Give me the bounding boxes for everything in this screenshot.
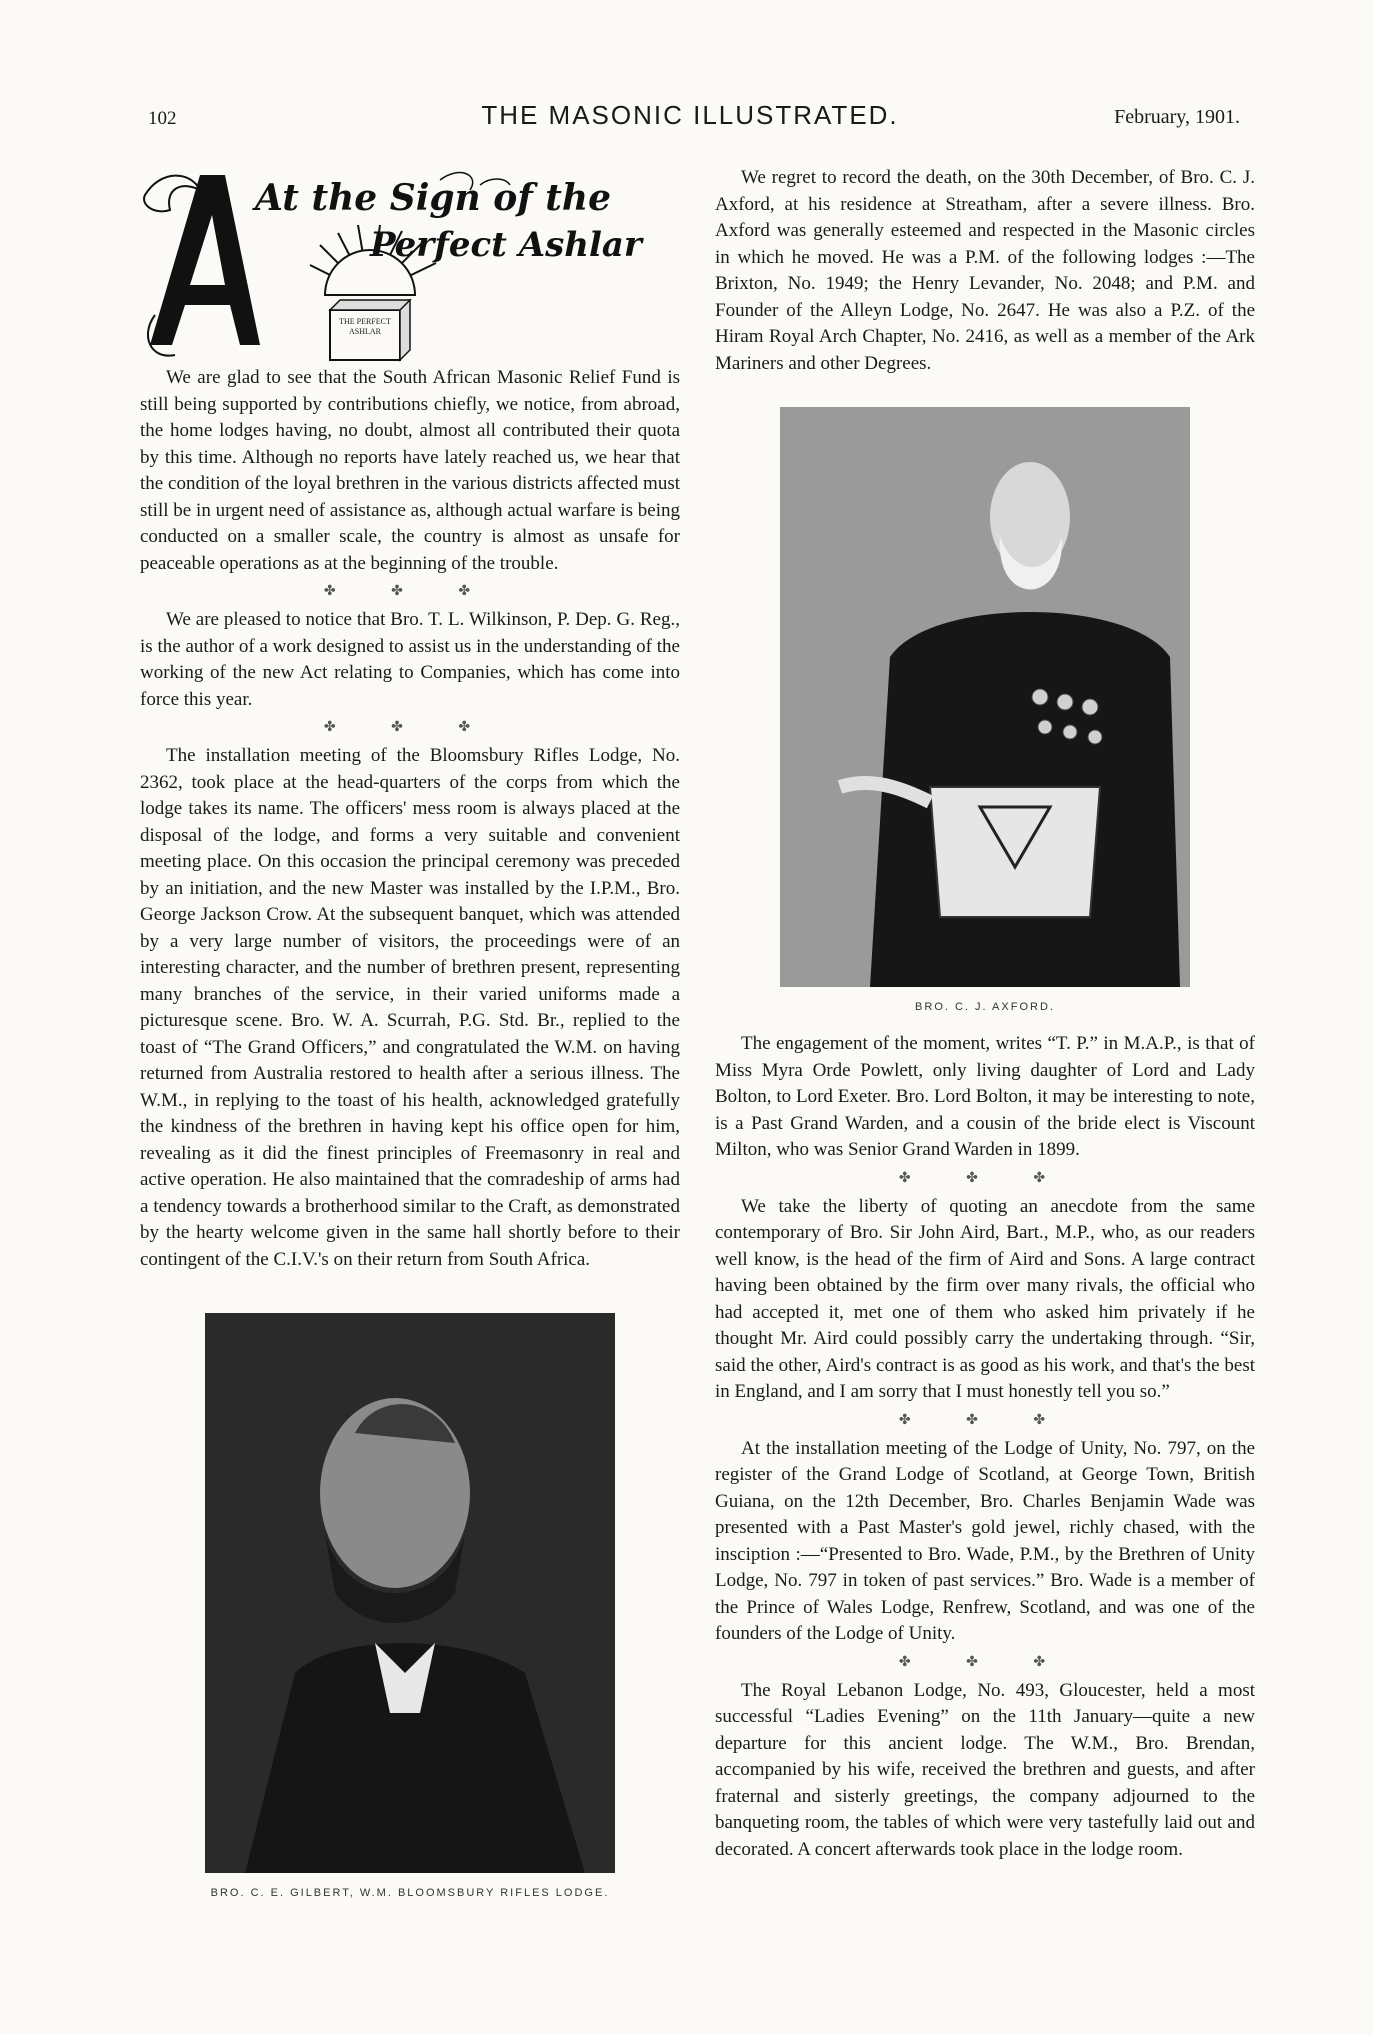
section-separator: ✤ ✤ ✤ [323, 720, 497, 735]
paragraph-royal-lebanon: The Royal Lebanon Lodge, No. 493, Gloucester, held a most successful “Ladies Evening” on the 11th January—quite a new departure for this ancient lodge. The W.M., Bro. Brendan, accompanied by his wife, received the brethren and guests, and after fraternal and sisterly greetings, the company adjourned to the banqueting room, the tables of which were very tastefully laid out and decorated. A concert afterwards took place in the lodge room. [715, 1679, 1255, 1860]
page-header [140, 100, 1240, 140]
section-separator: ✤ ✤ ✤ [898, 1654, 1072, 1670]
banner-title-line1: At the Sign of the [255, 177, 611, 219]
issue-date: February, 1901. [1114, 106, 1240, 128]
ashlar-label: THE PERFECT ASHLAR [339, 317, 391, 336]
portrait-figure-icon [780, 407, 1190, 987]
publication-title: THE MASONIC ILLUSTRATED. [481, 100, 899, 130]
paragraph-axford-obituary: We regret to record the death, on the 30th December, of Bro. C. J. Axford, at his residence at Streatham, after a severe illness. Bro. Axford was generally esteemed and respected in the Masonic circles in which he moved. He was a P.M. of the following lodges :—The Brixton, No. 1949; the Henry Levander, No. 2048; and P.M. and Founder of the Alleyn Lodge, No. 2647. He was also a P.Z. of the Hiram Royal Arch Chapter, No. 2416, as well as a member of the Ark Mariners and other Degrees. [715, 167, 1255, 374]
right-column [715, 165, 1255, 1863]
page-number: 102 [148, 108, 177, 129]
paragraph-bloomsbury: The installation meeting of the Bloomsbury Rifles Lodge, No. 2362, took place at the head-quarters of the corps from which the lodge takes its name. The officers' mess room is always placed at the disposal of the lodge, and forms a very suitable and convenient meeting place. On this occasion the principal ceremony was preceded by an initiation, and the new Master was installed by the I.P.M., Bro. George Jackson Crow. At the subsequent banquet, which was attended by a very large number of visitors, the proceedings were of an interesting character, and the number of brethren present, representing many branches of the service, in their varied uniforms made a picturesque scene. Bro. W. A. Scurrah, P.G. Std. Br., replied to the toast of “The Grand Officers,” and congratulated the W.M. on having returned from Australia restored to health after a serious illness. The W.M., in replying to the toast of his health, acknowledged gratefully the kindness of the brethren in having kept his office open for him, revealing as it did the finest principles of Freemasonry in real and active operation. He also maintained that the comradeship of arms had a tendency towards a brotherhood similar to the Craft, as demonstrated by the hearty welcome given in the same hall shortly before to their contingent of the C.I.V.'s on their return from South Africa. [140, 745, 680, 1270]
portrait-figure-icon [205, 1313, 615, 1873]
photo-caption-gilbert: BRO. C. E. GILBERT, W.M. BLOOMSBURY RIFLES LODGE. [210, 1887, 610, 1899]
portrait-gilbert [205, 1313, 615, 1873]
paragraph-wilkinson: We are pleased to notice that Bro. T. L. Wilkinson, P. Dep. G. Reg., is the author of a work designed to assist us in the understanding of the working of the new Act relating to Companies, which has come into force this year. [140, 609, 680, 710]
banner-title-line2: Perfect Ashlar [370, 225, 642, 265]
photo-caption-axford: BRO. C. J. AXFORD. [915, 1001, 1055, 1013]
section-separator: ✤ ✤ ✤ [898, 1170, 1072, 1186]
paragraph-aird-anecdote: We take the liberty of quoting an anecdote from the same contemporary of Bro. Sir John Aird, Bart., M.P., who, as our readers well know, is the head of the firm of Aird and Sons. A large contract having been obtained by the firm over many rivals, the official who had accepted it, met one of them who asked him privately if he thought Mr. Aird could possibly carry the undertaking through. “Sir, said the other, Aird's contract is as good as his work, and that's the best in England, and I am sorry that I must honestly tell you so.” [715, 1195, 1255, 1402]
paragraph-lodge-of-unity: At the installation meeting of the Lodge of Unity, No. 797, on the register of the Grand Lodge of Scotland, at George Town, British Guiana, on the 12th December, Bro. Charles Benjamin Wade was presented with a Past Master's gold jewel, richly chased, with the insciption :—“Presented to Bro. Wade, P.M., by the Brethren of Unity Lodge, No. 797 in token of past services.” Bro. Wade is a member of the Prince of Wales Lodge, Renfrew, Scotland, and was one of the founders of the Lodge of Unity. [715, 1437, 1255, 1644]
left-column [140, 165, 680, 1899]
section-banner [140, 165, 680, 365]
portrait-axford [780, 407, 1190, 987]
section-separator: ✤ ✤ ✤ [323, 584, 497, 599]
paragraph-engagement: The engagement of the moment, writes “T. P.” in M.A.P., is that of Miss Myra Orde Powlett, only living daughter of Lord and Lady Bolton, to Lord Exeter. Bro. Lord Bolton, it may be interesting to note, is a Past Grand Warden, and a cousin of the bride elect is Viscount Milton, who was Senior Grand Warden in 1899. [715, 1033, 1255, 1160]
paragraph-relief-fund: We are glad to see that the South African Masonic Relief Fund is still being supported by contributions chiefly, we notice, from abroad, the home lodges having, no doubt, almost all contributed their quota by this time. Although no reports have lately reached us, we hear that the condition of the loyal brethren in the various districts affected must still be in urgent need of assistance as, although actual warfare is being conducted on a smaller scale, the country is almost as unsafe for peaceable operations as at the beginning of the trouble. [140, 367, 680, 574]
section-separator: ✤ ✤ ✤ [898, 1412, 1072, 1428]
